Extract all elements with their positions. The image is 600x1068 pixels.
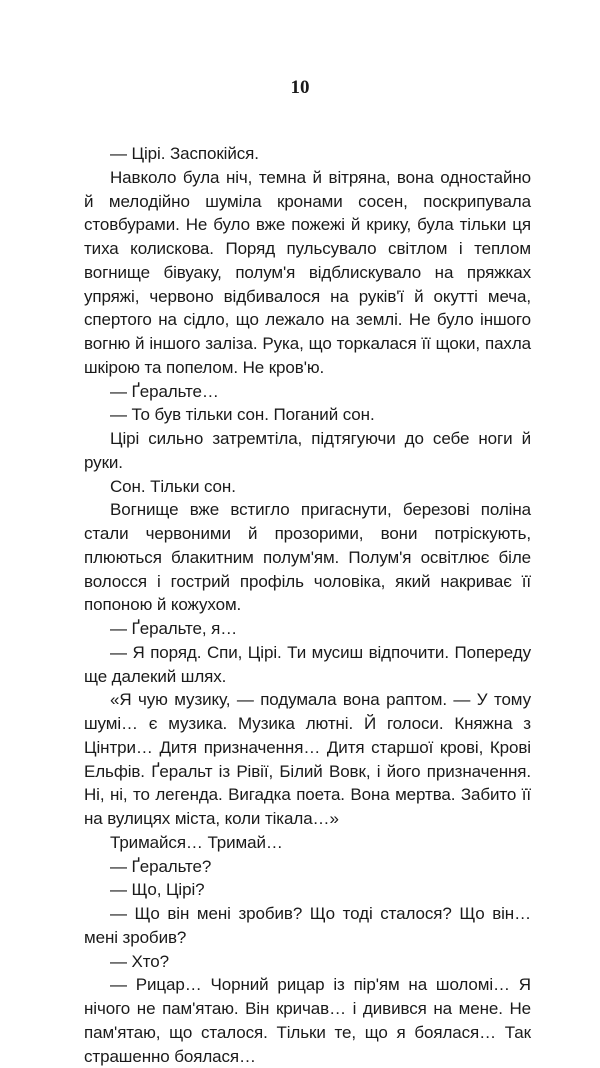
paragraph: Навколо була ніч, темна й вітряна, вона одностайно й мелодійно шуміла кронами сосен, поскрипувала стовбурами. Не було вже пожежі й крику, була тільки ця тиха колискова. Поряд пульсувало світлом і теплом вогнище бівуаку, полум'я відблискувало на пряжках упряжі, червоно відбивалося на руків'ї й окутті меча, спертого на сідло, що лежало на землі. Не було іншого вогню й іншого заліза. Рука, що торкалася її щоки, пахла шкірою та попелом. Не кров'ю. [84,167,531,377]
paragraph: — Я поряд. Спи, Цірі. Ти мусиш відпочити. Попереду ще далекий шлях. [84,642,531,686]
paragraph: — Цірі. Заспокійся. [110,144,259,163]
body-text [84,142,531,1068]
paragraph: Тримайся… Тримай… [110,832,283,852]
paragraph: — Хто? [110,951,169,971]
paragraph: — Рицар… Чорний рицар із пір'ям на шоломі… Я нічого не пам'ятаю. Він кричав… і дивився на мене. Не пам'ятаю, що сталося. Тільки те, що я боялася… Так страшенно боялася… [84,975,531,1066]
paragraph: — Що, Цірі? [110,880,205,900]
paragraph: Вогнище вже встигло пригаснути, березові поліна стали червоними й прозорими, вони потріскують, плюються блакитним полум'ям. Полум'я освітлює біле волосся і гострий профіль чоловіка, який накриває її попоною й кожухом. [84,500,531,615]
paragraph: — Що він мені зробив? Що тоді сталося? Що він… мені зробив? [84,904,531,947]
paragraph: — То був тільки сон. Поганий сон. [110,405,375,425]
page-number: 10 [290,77,310,98]
paragraph: Цірі сильно затремтіла, підтягуючи до себе ноги й руки. [84,429,531,472]
paragraph: — Ґеральте… [110,381,219,401]
paragraph: Сон. Тільки сон. [110,476,236,496]
paragraph: — Ґеральте, я… [110,619,238,638]
paragraph: — Ґеральте? [110,856,212,876]
paragraph: «Я чую музику, — подумала вона раптом. — У тому шумі… є музика. Музика лютні. Й голоси. Княжна з Цінтри… Дитя призначення… Дитя старшої крові, Крові Ельфів. Ґеральт із Рівії, Білий Вовк, і його призначення. Ні, ні, то легенда. Вигадка поета. Вона мертва. Забито її на вулицях міста, коли тікала…» [84,690,531,828]
